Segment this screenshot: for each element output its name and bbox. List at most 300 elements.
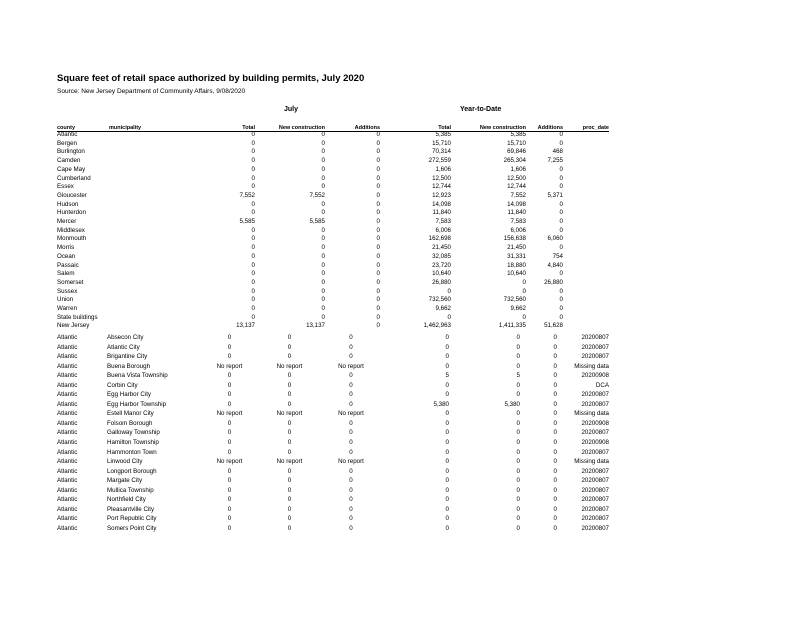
proc-date-cell: 20200807 — [581, 524, 609, 532]
july-new-construction-cell: 7,552 — [309, 191, 325, 199]
july-total-cell: 0 — [227, 448, 232, 456]
municipality-cell — [109, 218, 199, 227]
county-cell: Bergen — [57, 139, 77, 147]
proc-date-cell: Missing data — [574, 458, 609, 466]
municipality-cell — [109, 288, 199, 297]
ytd-new-construction-cell: 0 — [516, 505, 520, 513]
municipality-cell — [109, 322, 199, 331]
july-total-cell: No report — [216, 362, 243, 370]
july-new-construction-cell: 5,585 — [309, 218, 325, 226]
july-total-cell: 0 — [251, 270, 255, 278]
proc-date-cell: 20200807 — [581, 496, 609, 504]
county-cell: Middlesex — [57, 226, 85, 234]
spacer-cell — [380, 362, 397, 372]
ytd-total-cell: 0 — [445, 334, 449, 341]
july-new-construction-cell: 0 — [287, 505, 292, 513]
july-additions-cell: 0 — [376, 157, 380, 165]
ytd-new-construction-cell: 7,583 — [510, 218, 526, 226]
july-new-construction-cell: 0 — [287, 515, 292, 523]
july-additions-cell: 0 — [376, 226, 380, 234]
july-total-cell: 7,552 — [239, 191, 255, 199]
spacer-cell — [380, 486, 397, 496]
ytd-additions-cell: 0 — [553, 343, 557, 351]
ytd-new-construction-cell: 0 — [516, 410, 520, 418]
spacer-cell — [380, 524, 397, 534]
ytd-additions-cell: 0 — [553, 439, 557, 447]
ytd-new-construction-cell: 0 — [516, 429, 520, 437]
ytd-total-cell: 0 — [445, 419, 449, 427]
july-total-cell: 0 — [227, 381, 232, 389]
july-additions-cell: 0 — [349, 515, 353, 523]
july-additions-cell: No report — [338, 410, 364, 418]
ytd-new-construction-cell: 11,840 — [507, 209, 526, 217]
county-row — [57, 209, 609, 218]
municipality-cell: Estell Manor City — [107, 410, 154, 418]
municipality-row — [57, 390, 609, 400]
county-cell: Atlantic — [57, 429, 78, 437]
july-new-construction-cell: 0 — [287, 524, 292, 532]
ytd-new-construction-cell: 0 — [516, 439, 520, 447]
county-cell: Atlantic — [57, 381, 78, 389]
july-new-construction-cell: 0 — [287, 419, 292, 427]
july-total-cell: No report — [216, 410, 243, 418]
county-row — [57, 148, 609, 157]
proc-date-cell — [563, 192, 609, 201]
ytd-additions-cell: 0 — [559, 218, 563, 226]
proc-date-cell — [563, 244, 609, 253]
municipality-cell — [109, 253, 199, 262]
col-county: county — [57, 125, 76, 131]
county-cell: Atlantic — [57, 391, 78, 399]
county-cell: Atlantic — [57, 458, 78, 466]
july-additions-cell: No report — [338, 362, 364, 370]
county-cell: Atlantic — [57, 439, 78, 447]
county-row — [57, 131, 609, 140]
ytd-additions-cell: 0 — [553, 419, 557, 427]
ytd-new-construction-cell: 0 — [516, 448, 520, 456]
municipality-cell — [109, 201, 199, 210]
proc-date-cell: 20200807 — [581, 515, 609, 523]
proc-date-cell — [563, 253, 609, 262]
municipality-cell: Absecon City — [107, 334, 144, 341]
ytd-additions-cell: 0 — [559, 296, 563, 304]
july-total-cell: 0 — [251, 200, 255, 208]
county-cell: Gloucester — [57, 191, 87, 199]
source-note: Source: New Jersey Department of Community Affairs, 9/08/2020 — [57, 88, 246, 95]
ytd-group-header: Year-to-Date — [460, 106, 502, 113]
july-additions-cell: No report — [338, 458, 364, 466]
municipality-row — [57, 467, 609, 477]
spacer-cell — [380, 253, 399, 262]
municipality-cell — [109, 314, 199, 323]
ytd-new-construction-cell: 12,500 — [507, 174, 526, 182]
municipality-cell: Hamilton Township — [107, 439, 159, 447]
ytd-total-cell: 10,640 — [432, 270, 451, 278]
spacer-cell — [380, 333, 397, 343]
spacer-cell — [380, 505, 397, 515]
july-new-construction-cell: 0 — [287, 467, 292, 475]
county-cell: Cumberland — [57, 174, 91, 182]
july-additions-cell: 0 — [376, 313, 380, 321]
ytd-new-construction-cell: 0 — [516, 524, 520, 532]
county-cell: Union — [57, 296, 74, 304]
county-cell: Morris — [57, 244, 75, 252]
july-additions-cell: 0 — [376, 322, 380, 330]
july-new-construction-cell: 0 — [287, 448, 292, 456]
ytd-new-construction-cell: 69,846 — [507, 148, 526, 156]
proc-date-cell: 20200807 — [581, 486, 609, 494]
county-cell: Passaic — [57, 261, 79, 269]
spacer-cell — [380, 514, 397, 524]
ytd-additions-cell: 7,255 — [547, 157, 563, 165]
july-new-construction-cell: 0 — [287, 343, 292, 351]
july-new-construction-cell: 0 — [287, 334, 292, 341]
ytd-new-construction-cell: 732,560 — [503, 296, 526, 304]
july-additions-cell: 0 — [349, 467, 353, 475]
county-row — [57, 288, 609, 297]
july-new-construction-cell: 0 — [321, 252, 325, 260]
spacer-cell — [380, 175, 399, 184]
municipality-row — [57, 486, 609, 496]
proc-date-cell — [563, 209, 609, 218]
july-additions-cell: 0 — [376, 165, 380, 173]
july-total-cell: 0 — [227, 515, 232, 523]
spacer-cell — [380, 279, 399, 288]
ytd-additions-cell: 0 — [553, 448, 557, 456]
proc-date-cell — [563, 131, 609, 140]
municipality-row — [57, 457, 609, 467]
july-total-cell: 0 — [251, 287, 255, 295]
ytd-new-construction-cell: 0 — [516, 334, 520, 341]
ytd-total-cell: 0 — [445, 486, 449, 494]
ytd-additions-cell: 0 — [553, 362, 557, 370]
july-new-construction-cell: 0 — [321, 131, 325, 138]
july-additions-cell: 0 — [376, 244, 380, 252]
municipality-cell: Northfield City — [107, 496, 146, 504]
ytd-additions-cell: 0 — [553, 391, 557, 399]
ytd-additions-cell: 754 — [552, 252, 563, 260]
ytd-additions-cell: 0 — [553, 524, 557, 532]
county-summary-table — [57, 131, 609, 331]
july-new-construction-cell: 0 — [287, 372, 292, 380]
july-total-cell: 0 — [251, 313, 255, 321]
proc-date-cell: DCA — [595, 381, 609, 389]
proc-date-cell — [563, 175, 609, 184]
municipality-cell — [109, 131, 199, 140]
county-cell: Atlantic — [57, 131, 78, 138]
july-new-construction-cell: 0 — [321, 261, 325, 269]
july-additions-cell: 0 — [349, 381, 353, 389]
ytd-total-cell: 0 — [445, 439, 449, 447]
ytd-total-cell: 21,450 — [432, 244, 451, 252]
county-cell: Hunterdon — [57, 209, 86, 217]
ytd-total-cell: 23,720 — [432, 261, 451, 269]
municipality-row — [57, 448, 609, 458]
county-row — [57, 305, 609, 314]
july-additions-cell: 0 — [376, 287, 380, 295]
ytd-additions-cell: 0 — [553, 505, 557, 513]
july-total-cell: 0 — [251, 278, 255, 286]
proc-date-cell: 20200807 — [581, 477, 609, 485]
municipality-cell: Galloway Township — [107, 429, 160, 437]
col-july-total: Total — [242, 125, 255, 131]
municipality-row — [57, 524, 609, 534]
ytd-additions-cell: 0 — [559, 209, 563, 217]
county-cell: Atlantic — [57, 419, 78, 427]
county-cell: Atlantic — [57, 496, 78, 504]
july-new-construction-cell: 0 — [287, 496, 292, 504]
municipality-cell: Longport Borough — [107, 467, 157, 475]
ytd-total-cell: 7,583 — [435, 218, 451, 226]
county-cell: Burlington — [57, 148, 85, 156]
july-new-construction-cell: No report — [276, 362, 303, 370]
ytd-new-construction-cell: 5,385 — [510, 131, 526, 138]
municipality-cell — [109, 227, 199, 236]
ytd-new-construction-cell: 31,331 — [507, 252, 526, 260]
municipality-row — [57, 495, 609, 505]
ytd-total-cell: 0 — [445, 381, 449, 389]
ytd-total-cell: 0 — [445, 496, 449, 504]
municipality-row — [57, 371, 609, 381]
spacer-cell — [380, 495, 397, 505]
july-total-cell: 0 — [251, 165, 255, 173]
report-title: Square feet of retail space authorized by building permits, July 2020 — [57, 73, 365, 84]
municipality-cell — [109, 192, 199, 201]
county-cell: Salem — [57, 270, 75, 278]
county-row — [57, 244, 609, 253]
ytd-new-construction-cell: 0 — [516, 362, 520, 370]
ytd-additions-cell: 0 — [553, 400, 557, 408]
ytd-additions-cell: 26,880 — [544, 278, 563, 286]
ytd-additions-cell: 6,060 — [547, 235, 563, 243]
july-total-cell: 0 — [227, 343, 232, 351]
col-july-additions: Additions — [354, 125, 380, 131]
county-cell: Atlantic — [57, 343, 78, 351]
proc-date-cell: Missing data — [574, 410, 609, 418]
proc-date-cell — [563, 296, 609, 305]
july-total-cell: 0 — [227, 419, 232, 427]
july-total-cell: 0 — [227, 496, 232, 504]
county-row — [57, 201, 609, 210]
proc-date-cell — [563, 235, 609, 244]
spacer-cell — [380, 371, 397, 381]
municipality-table — [57, 333, 609, 533]
proc-date-cell: 20200807 — [581, 353, 609, 361]
municipality-cell — [109, 209, 199, 218]
county-cell: Atlantic — [57, 334, 78, 341]
july-total-cell: 0 — [251, 157, 255, 165]
municipality-row — [57, 400, 609, 410]
proc-date-cell — [563, 322, 609, 331]
july-new-construction-cell: 0 — [321, 235, 325, 243]
proc-date-cell — [563, 201, 609, 210]
ytd-new-construction-cell: 0 — [516, 458, 520, 466]
july-total-cell: 13,137 — [236, 322, 255, 330]
ytd-total-cell: 12,744 — [432, 183, 451, 191]
july-additions-cell: 0 — [376, 183, 380, 191]
county-cell: Essex — [57, 183, 74, 191]
ytd-additions-cell: 0 — [559, 131, 563, 138]
municipality-cell: Hammonton Town — [107, 448, 157, 456]
july-new-construction-cell: 0 — [321, 278, 325, 286]
municipality-cell: Egg Harbor Township — [107, 400, 167, 408]
july-new-construction-cell: 0 — [321, 226, 325, 234]
july-new-construction-cell: 0 — [287, 477, 292, 485]
proc-date-cell — [563, 305, 609, 314]
spacer-cell — [380, 288, 399, 297]
municipality-row — [57, 381, 609, 391]
spacer-cell — [380, 419, 397, 429]
july-new-construction-cell: 0 — [321, 270, 325, 278]
ytd-new-construction-cell: 21,450 — [507, 244, 526, 252]
july-total-cell: 0 — [227, 486, 232, 494]
ytd-total-cell: 0 — [445, 505, 449, 513]
july-new-construction-cell: 0 — [287, 353, 292, 361]
july-total-cell: 0 — [251, 235, 255, 243]
proc-date-cell: 20200807 — [581, 505, 609, 513]
ytd-new-construction-cell: 5,380 — [504, 400, 520, 408]
ytd-new-construction-cell: 1,606 — [510, 165, 526, 173]
spacer-cell — [380, 390, 397, 400]
july-additions-cell: 0 — [376, 209, 380, 217]
municipality-row — [57, 333, 609, 343]
municipality-row — [57, 343, 609, 353]
spacer-cell — [380, 166, 399, 175]
spacer-cell — [380, 457, 397, 467]
ytd-additions-cell: 0 — [559, 139, 563, 147]
july-new-construction-cell: 0 — [321, 174, 325, 182]
july-new-construction-cell: 0 — [287, 400, 292, 408]
municipality-cell: Mullica Township — [107, 486, 154, 494]
ytd-total-cell: 12,500 — [432, 174, 451, 182]
municipality-cell — [109, 305, 199, 314]
july-new-construction-cell: 0 — [321, 165, 325, 173]
ytd-new-construction-cell: 0 — [516, 515, 520, 523]
municipality-cell: Somers Point City — [107, 524, 157, 532]
proc-date-cell: 20200807 — [581, 467, 609, 475]
municipality-row — [57, 505, 609, 515]
municipality-row — [57, 438, 609, 448]
ytd-total-cell: 0 — [445, 458, 449, 466]
ytd-additions-cell: 468 — [552, 148, 563, 156]
ytd-total-cell: 0 — [445, 515, 449, 523]
july-additions-cell: 0 — [349, 448, 353, 456]
spacer-cell — [380, 157, 399, 166]
ytd-total-cell: 1,462,963 — [423, 322, 451, 330]
july-new-construction-cell: 0 — [321, 200, 325, 208]
municipality-cell: Atlantic City — [107, 343, 140, 351]
ytd-additions-cell: 0 — [559, 165, 563, 173]
ytd-new-construction-cell: 0 — [516, 353, 520, 361]
column-header-row — [57, 121, 609, 132]
col-spacer — [380, 121, 399, 132]
proc-date-cell: 20200908 — [581, 439, 609, 447]
july-total-cell: 0 — [251, 131, 255, 138]
july-new-construction-cell: 0 — [321, 183, 325, 191]
municipality-row — [57, 419, 609, 429]
july-new-construction-cell: 0 — [321, 139, 325, 147]
july-total-cell: 0 — [251, 183, 255, 191]
ytd-total-cell: 0 — [445, 391, 449, 399]
ytd-total-cell: 0 — [445, 343, 449, 351]
july-total-cell: 0 — [227, 372, 232, 380]
municipality-cell: Port Republic City — [107, 515, 157, 523]
municipality-cell — [109, 140, 199, 149]
july-total-cell: 0 — [251, 174, 255, 182]
ytd-total-cell: 0 — [445, 448, 449, 456]
july-total-cell: 0 — [251, 148, 255, 156]
spacer-cell — [380, 148, 399, 157]
spacer-cell — [380, 201, 399, 210]
july-total-cell: 0 — [227, 429, 232, 437]
july-additions-cell: 0 — [376, 148, 380, 156]
col-ytd-additions: Additions — [537, 125, 563, 131]
ytd-total-cell: 32,085 — [432, 252, 451, 260]
ytd-total-cell: 9,662 — [435, 305, 451, 313]
proc-date-cell: Missing data — [574, 362, 609, 370]
ytd-total-cell: 14,098 — [432, 200, 451, 208]
county-cell: Atlantic — [57, 448, 78, 456]
ytd-additions-cell: 5,371 — [547, 191, 563, 199]
july-total-cell: 0 — [227, 391, 232, 399]
july-additions-cell: 0 — [349, 391, 353, 399]
ytd-new-construction-cell: 0 — [516, 419, 520, 427]
ytd-additions-cell: 0 — [559, 287, 563, 295]
county-row — [57, 218, 609, 227]
county-row — [57, 235, 609, 244]
ytd-additions-cell: 0 — [553, 429, 557, 437]
july-additions-cell: 0 — [376, 191, 380, 199]
spacer-cell — [380, 314, 399, 323]
july-additions-cell: 0 — [376, 131, 380, 138]
ytd-additions-cell: 0 — [553, 372, 557, 380]
ytd-new-construction-cell: 15,710 — [507, 139, 526, 147]
july-additions-cell: 0 — [376, 278, 380, 286]
spacer-cell — [380, 218, 399, 227]
july-additions-cell: 0 — [349, 505, 353, 513]
county-row — [57, 279, 609, 288]
ytd-additions-cell: 0 — [559, 226, 563, 234]
july-new-construction-cell: 0 — [287, 391, 292, 399]
spacer-cell — [380, 381, 397, 391]
ytd-total-cell: 0 — [445, 353, 449, 361]
july-total-cell: 0 — [251, 244, 255, 252]
july-new-construction-cell: 0 — [321, 313, 325, 321]
col-ytd-total: Total — [438, 125, 451, 131]
municipality-cell: Linwood City — [107, 458, 143, 466]
spacer-cell — [380, 262, 399, 271]
ytd-total-cell: 0 — [445, 467, 449, 475]
municipality-cell: Brigantine City — [107, 353, 148, 361]
ytd-new-construction-cell: 0 — [516, 381, 520, 389]
ytd-additions-cell: 0 — [553, 334, 557, 341]
july-total-cell: 0 — [227, 400, 232, 408]
spacer-cell — [380, 244, 399, 253]
july-additions-cell: 0 — [349, 439, 353, 447]
ytd-additions-cell: 0 — [559, 305, 563, 313]
municipality-cell — [109, 279, 199, 288]
july-total-cell: 0 — [227, 439, 232, 447]
ytd-additions-cell: 0 — [553, 467, 557, 475]
ytd-total-cell: 26,880 — [432, 278, 451, 286]
county-cell: Atlantic — [57, 362, 78, 370]
ytd-new-construction-cell: 265,304 — [503, 157, 526, 165]
ytd-total-cell: 12,923 — [432, 191, 451, 199]
ytd-additions-cell: 0 — [553, 410, 557, 418]
proc-date-cell: 20200807 — [581, 343, 609, 351]
county-row — [57, 140, 609, 149]
july-total-cell: 0 — [251, 261, 255, 269]
